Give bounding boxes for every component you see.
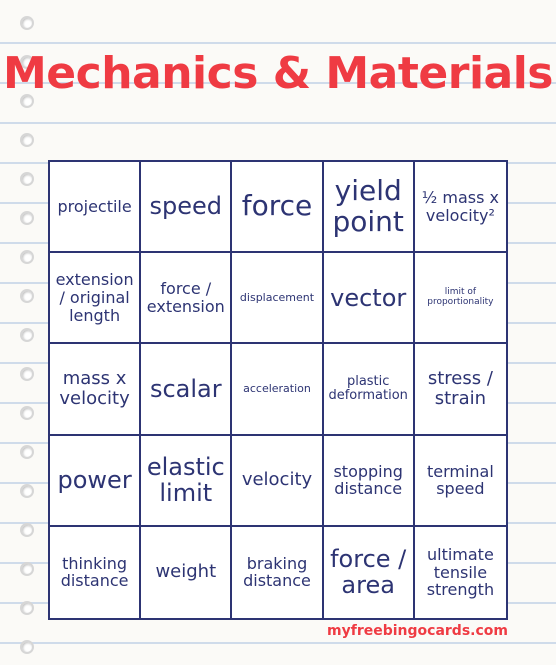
bingo-cell: force / extension	[141, 253, 232, 344]
bingo-cell: projectile	[50, 162, 141, 253]
bingo-cell: stress / strain	[415, 344, 506, 435]
bingo-cell: terminal speed	[415, 436, 506, 527]
bingo-cell: weight	[141, 527, 232, 618]
bingo-cell: displacement	[232, 253, 323, 344]
bingo-cell: plastic deformation	[324, 344, 415, 435]
binder-hole	[20, 367, 34, 381]
binder-hole	[20, 406, 34, 420]
binder-hole	[20, 601, 34, 615]
binder-hole	[20, 523, 34, 537]
binder-hole	[20, 250, 34, 264]
bingo-cell: velocity	[232, 436, 323, 527]
bingo-cell: force / area	[324, 527, 415, 618]
bingo-cell: vector	[324, 253, 415, 344]
binder-hole	[20, 16, 34, 30]
bingo-cell: extension / original length	[50, 253, 141, 344]
bingo-grid	[48, 160, 508, 620]
bingo-cell: mass x velocity	[50, 344, 141, 435]
bingo-cell: limit of proportionality	[415, 253, 506, 344]
bingo-cell: speed	[141, 162, 232, 253]
binder-holes	[20, 0, 34, 665]
bingo-cell: yield point	[324, 162, 415, 253]
bingo-cell: power	[50, 436, 141, 527]
bingo-cell: ½ mass x velocity²	[415, 162, 506, 253]
binder-hole	[20, 484, 34, 498]
binder-hole	[20, 211, 34, 225]
bingo-cell: force	[232, 162, 323, 253]
page-title: Mechanics & Materials	[2, 48, 553, 99]
bingo-cell: ultimate tensile strength	[426, 545, 495, 600]
bingo-cell: thinking distance	[50, 527, 141, 618]
bingo-cell: stopping distance	[324, 436, 415, 527]
bingo-cell: elastic limit	[141, 436, 232, 527]
binder-hole	[20, 562, 34, 576]
binder-hole	[20, 133, 34, 147]
bingo-cell: scalar	[141, 344, 232, 435]
binder-hole	[20, 289, 34, 303]
website-credit: myfreebingocards.com	[327, 623, 508, 639]
bingo-cell: acceleration	[232, 344, 323, 435]
binder-hole	[20, 172, 34, 186]
binder-hole	[20, 445, 34, 459]
binder-hole	[20, 640, 34, 654]
bingo-cell: braking distance	[232, 527, 323, 618]
binder-hole	[20, 328, 34, 342]
